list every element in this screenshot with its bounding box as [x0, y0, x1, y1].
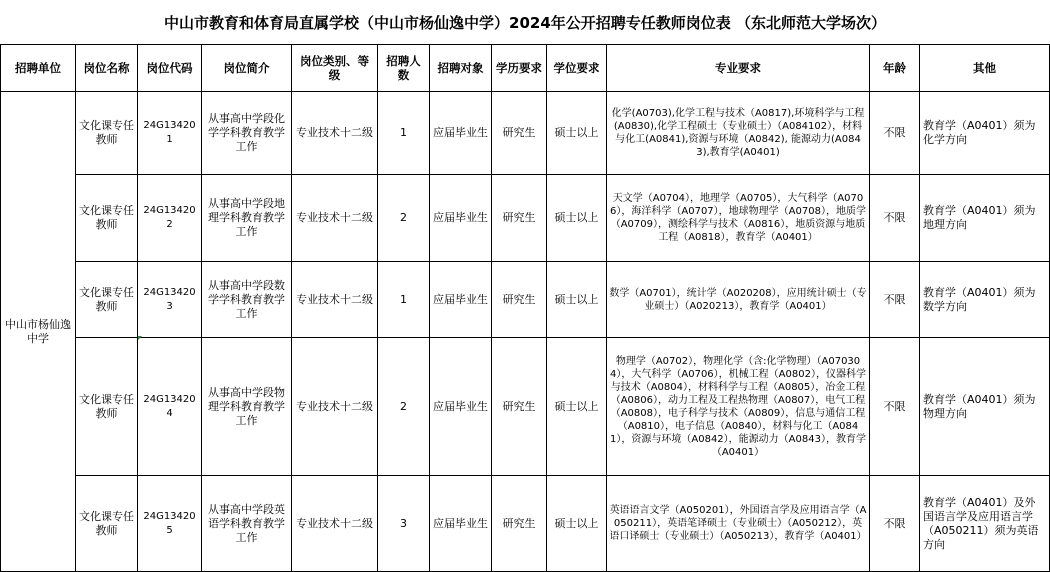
intro-cell: 从事高中学段物理学科教育教学工作	[202, 338, 292, 476]
post-name-cell: 文化课专任教师	[76, 92, 138, 175]
count-cell: 3	[378, 476, 430, 572]
degree-cell: 硕士以上	[547, 92, 607, 175]
other-cell: 教育学（A0401）须为物理方向	[920, 338, 1050, 476]
degree-cell: 硕士以上	[547, 476, 607, 572]
header-target: 招聘对象	[430, 45, 492, 92]
table-row	[1, 338, 1050, 476]
intro-cell: 从事高中学段地理学科教育教学工作	[202, 175, 292, 262]
age-cell: 不限	[870, 262, 920, 338]
header-major: 专业要求	[607, 45, 870, 92]
count-cell: 1	[378, 92, 430, 175]
target-cell: 应届毕业生	[430, 175, 492, 262]
major-cell: 化学(A0703),化学工程与技术（A0817),环境科学与工程(A0830),化学工程硕士（专业硕士）（A084102），材料与化工(A0841),资源与环境（A0842), 能源动力(A0843),教育学(A0401)	[607, 92, 870, 175]
education-cell: 研究生	[492, 262, 547, 338]
table-row	[1, 92, 1050, 175]
header-row	[1, 45, 1050, 92]
degree-cell: 硕士以上	[547, 338, 607, 476]
category-cell: 专业技术十二级	[292, 175, 378, 262]
major-cell: 物理学（A0702），物理化学（含:化学物理）（A070304），大气科学（A0706），机械工程（A0802），仪器科学与技术（A0804），材料科学与工程（A0805），冶金工程（A0806），动力工程及工程热物理（A0807），电气工程（A0808），电子科学与技术（A0809），信息与通信工程（A0810），电子信息（A0840），材料与化工（A0841），资源与环境（A0842），能源动力（A0843），教育学（A0401）	[607, 338, 870, 476]
target-cell: 应届毕业生	[430, 476, 492, 572]
category-cell: 专业技术十二级	[292, 262, 378, 338]
other-cell: 教育学（A0401）须为化学方向	[920, 92, 1050, 175]
major-cell: 数学（A0701），统计学（A020208），应用统计硕士（专业硕士）（A020213），教育学（A0401）	[607, 262, 870, 338]
major-cell: 天文学（A0704），地理学（A0705），大气科学（A0706），海洋科学（A0707），地球物理学（A0708），地质学（A0709），测绘科学与技术（A0816），地质资源与地质工程（A0818），教育学（A0401）	[607, 175, 870, 262]
table-row	[1, 175, 1050, 262]
header-degree: 学位要求	[547, 45, 607, 92]
post-name-cell: 文化课专任教师	[76, 175, 138, 262]
header-age: 年龄	[870, 45, 920, 92]
header-intro: 岗位简介	[202, 45, 292, 92]
education-cell: 研究生	[492, 476, 547, 572]
post-name-cell: 文化课专任教师	[76, 338, 138, 476]
header-education: 学历要求	[492, 45, 547, 92]
cell-comment-marker	[138, 336, 142, 340]
degree-cell: 硕士以上	[547, 175, 607, 262]
table-row	[1, 262, 1050, 338]
target-cell: 应届毕业生	[430, 262, 492, 338]
degree-cell: 硕士以上	[547, 262, 607, 338]
header-post-name: 岗位名称	[76, 45, 138, 92]
category-cell: 专业技术十二级	[292, 92, 378, 175]
education-cell: 研究生	[492, 92, 547, 175]
other-cell: 教育学（A0401）及外国语言学及应用语言学（A050211）须为英语方向	[920, 476, 1050, 572]
header-unit: 招聘单位	[1, 45, 76, 92]
other-cell: 教育学（A0401）须为地理方向	[920, 175, 1050, 262]
count-cell: 1	[378, 262, 430, 338]
major-cell: 英语语言文学（A050201），外国语言学及应用语言学（A050211），英语笔译硕士（专业硕士）（A050212），英语口译硕士（专业硕士）（A050213），教育学（A0401）	[607, 476, 870, 572]
post-name-cell: 文化课专任教师	[76, 476, 138, 572]
intro-cell: 从事高中学段数学学科教育教学工作	[202, 262, 292, 338]
post-code-cell: 24G134201	[138, 92, 202, 175]
age-cell: 不限	[870, 92, 920, 175]
category-cell: 专业技术十二级	[292, 338, 378, 476]
count-cell: 2	[378, 175, 430, 262]
count-cell: 2	[378, 338, 430, 476]
intro-cell: 从事高中学段化学学科教育教学工作	[202, 92, 292, 175]
document-title: 中山市教育和体育局直属学校（中山市杨仙逸中学）2024年公开招聘专任教师岗位表 （东北师范大学场次）	[164, 13, 886, 32]
post-name-cell: 文化课专任教师	[76, 262, 138, 338]
education-cell: 研究生	[492, 175, 547, 262]
header-other: 其他	[920, 45, 1050, 92]
age-cell: 不限	[870, 175, 920, 262]
category-cell: 专业技术十二级	[292, 476, 378, 572]
positions-table	[0, 44, 1050, 572]
intro-cell: 从事高中学段英语学科教育教学工作	[202, 476, 292, 572]
other-cell: 教育学（A0401）须为数学方向	[920, 262, 1050, 338]
age-cell: 不限	[870, 476, 920, 572]
header-post-code: 岗位代码	[138, 45, 202, 92]
education-cell: 研究生	[492, 338, 547, 476]
post-code-cell: 24G134202	[138, 175, 202, 262]
post-code-cell: 24G134204	[138, 338, 202, 476]
post-code-cell: 24G134205	[138, 476, 202, 572]
target-cell: 应届毕业生	[430, 92, 492, 175]
age-cell: 不限	[870, 338, 920, 476]
header-count: 招聘人数	[378, 45, 430, 92]
target-cell: 应届毕业生	[430, 338, 492, 476]
unit-cell: 中山市杨仙逸中学	[1, 92, 76, 572]
header-category: 岗位类别、等级	[292, 45, 378, 92]
post-code-cell: 24G134203	[138, 262, 202, 338]
table-row	[1, 476, 1050, 572]
